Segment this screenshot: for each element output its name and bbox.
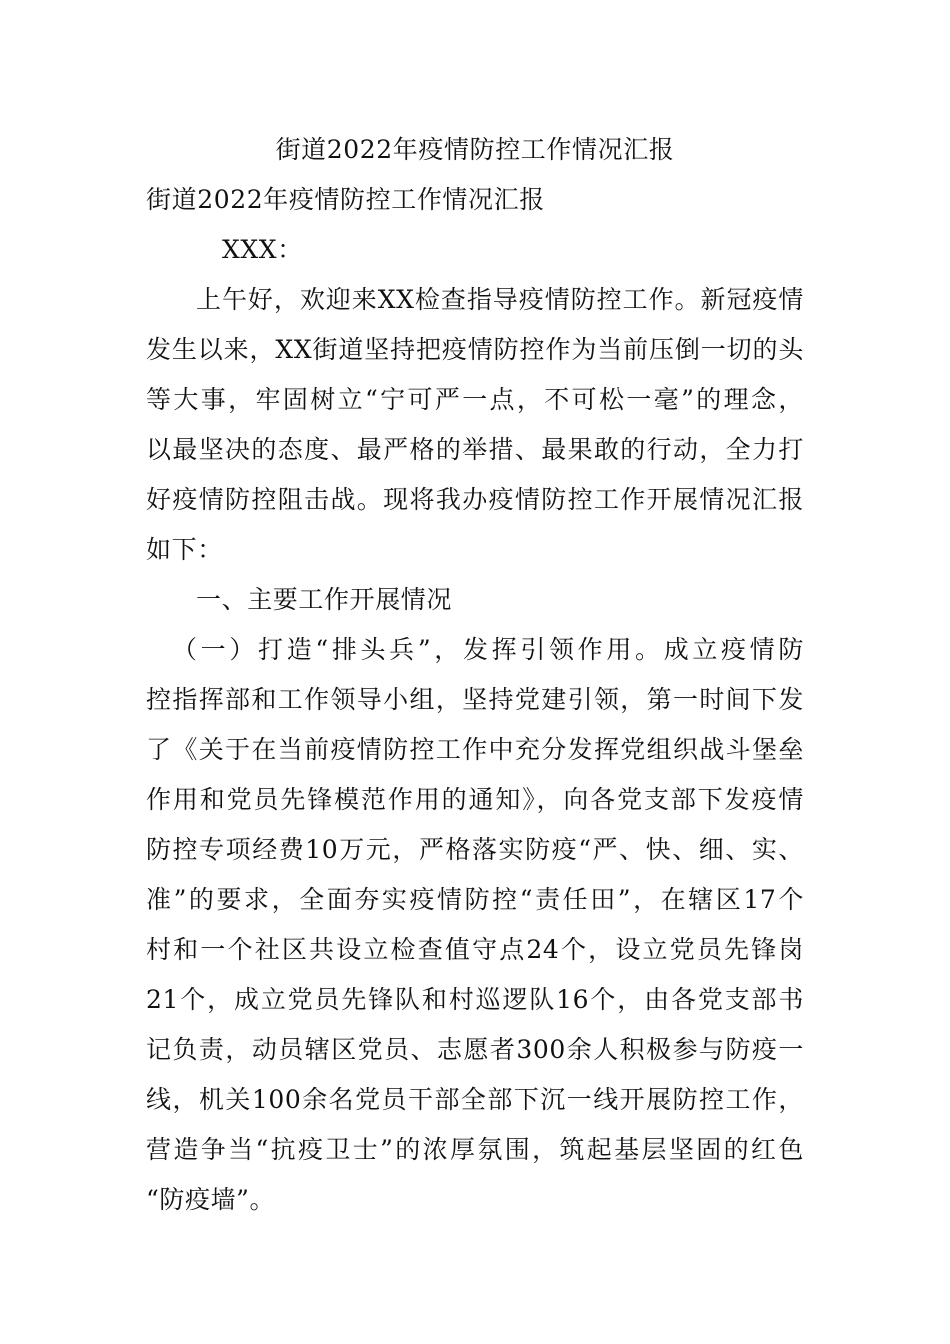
paragraph-line: 上午好，欢迎来XX检查指导疫情防控工作。新冠疫情 [196, 285, 804, 314]
paragraph-line: 作用和党员先锋模范作用的通知》，向各党支部下发疫情 [146, 785, 804, 814]
document-title-centered: 街道2022年疫情防控工作情况汇报 [275, 135, 675, 164]
paragraph-line: 如下： [146, 535, 223, 564]
paragraph-line: （一）打造“排头兵”，发挥引领作用。成立疫情防 [172, 635, 804, 664]
salutation: XXX： [222, 235, 303, 264]
paragraph-line: 好疫情防控阻击战。现将我办疫情防控工作开展情况汇报 [146, 485, 804, 514]
paragraph-line: 准”的要求，全面夯实疫情防控“责任田”，在辖区17个 [146, 885, 804, 914]
paragraph-line: 村和一个社区共设立检查值守点24个，设立党员先锋岗 [146, 935, 804, 964]
paragraph-line: 记负责，动员辖区党员、志愿者300余人积极参与防疫一 [146, 1035, 804, 1064]
paragraph-line: 21个，成立党员先锋队和村巡逻队16个，由各党支部书 [146, 985, 804, 1014]
paragraph-line: “防疫墙”。 [146, 1185, 276, 1214]
paragraph-line: 防控专项经费10万元，严格落实防疫“严、快、细、实、 [146, 835, 804, 864]
paragraph-line: 了《关于在当前疫情防控工作中充分发挥党组织战斗堡垒 [146, 735, 804, 764]
paragraph-line: 营造争当“抗疫卫士”的浓厚氛围，筑起基层坚固的红色 [146, 1135, 804, 1164]
paragraph-line: 线，机关100余名党员干部全部下沉一线开展防控工作， [146, 1085, 804, 1114]
document-title-left: 街道2022年疫情防控工作情况汇报 [146, 185, 545, 214]
paragraph-line: 以最坚决的态度、最严格的举措、最果敢的行动，全力打 [146, 435, 804, 464]
paragraph-line: 发生以来，XX街道坚持把疫情防控作为当前压倒一切的头 [146, 335, 804, 364]
paragraph-line: 等大事，牢固树立“宁可严一点，不可松一毫”的理念， [146, 385, 804, 414]
section-heading: 一、主要工作开展情况 [196, 585, 453, 614]
paragraph-line: 控指挥部和工作领导小组，坚持党建引领，第一时间下发 [146, 685, 804, 714]
